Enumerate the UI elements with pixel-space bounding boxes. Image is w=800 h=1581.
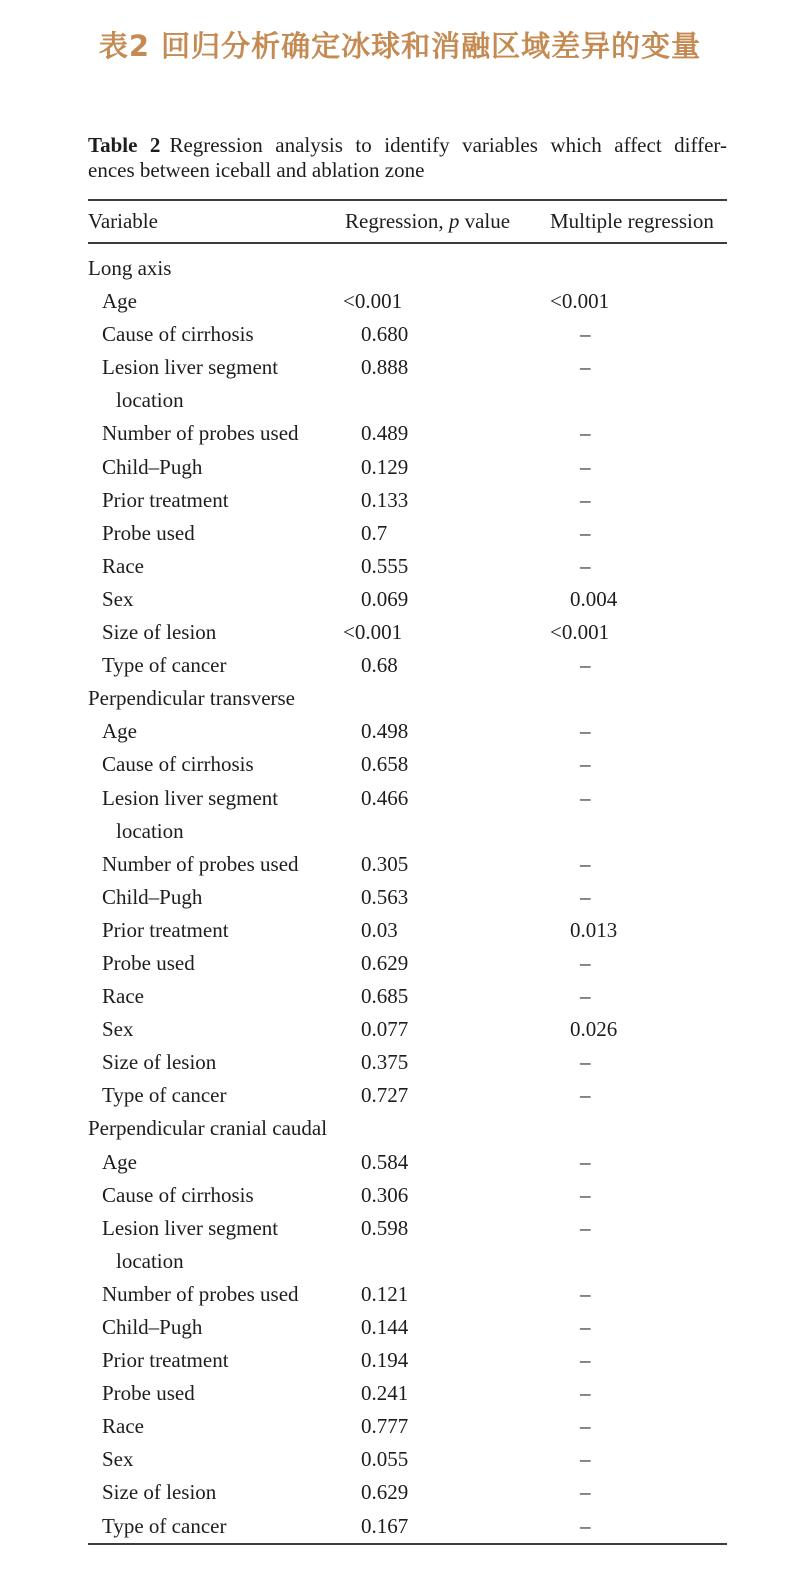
multiple-regression-value: – [580, 355, 591, 380]
multiple-regression-value: – [580, 1215, 591, 1240]
table-row [88, 1046, 727, 1079]
multiple-regression-value: – [580, 1348, 591, 1373]
regression-p-value: 0.888 [361, 355, 409, 380]
table-row [88, 715, 727, 748]
multiple-regression-value: 0.026 [570, 1017, 618, 1042]
regression-p-value: 0.727 [361, 1083, 409, 1108]
caption-text-line1: Regression analysis to identify variables which affect differ- [169, 133, 727, 157]
table-row [88, 318, 727, 351]
variable-name: Sex [102, 1447, 134, 1472]
variable-name: Child–Pugh [102, 884, 203, 909]
variable-name: Number of probes used [102, 421, 299, 446]
variable-name: Age [102, 1149, 137, 1174]
caption-table-number: Table 2 [88, 133, 161, 157]
table-row [88, 1311, 727, 1344]
variable-name: Race [102, 984, 144, 1009]
table-figure [88, 133, 727, 1563]
regression-p-value: 0.629 [361, 1480, 409, 1505]
variable-name: Cause of cirrhosis [102, 322, 254, 347]
multiple-regression-value: – [580, 984, 591, 1009]
table-row [88, 881, 727, 914]
regression-p-value: 0.077 [361, 1017, 409, 1042]
multiple-regression-value: – [580, 1182, 591, 1207]
multiple-regression-value: – [580, 653, 591, 678]
regression-header-suffix: value [459, 209, 511, 233]
regression-p-value: 0.194 [361, 1348, 409, 1373]
regression-header-prefix: Regression, [345, 209, 449, 233]
variable-name: Child–Pugh [102, 1315, 203, 1339]
variable-name-line: location [116, 818, 184, 843]
variable-name: Probe used [102, 1381, 195, 1406]
multiple-regression-value: – [580, 1513, 591, 1538]
regression-p-value: 0.563 [361, 884, 409, 909]
multiple-regression-value: – [580, 487, 591, 512]
variable-name: Cause of cirrhosis [102, 1182, 254, 1207]
multiple-regression-value: – [580, 719, 591, 744]
regression-p-value: 0.133 [361, 487, 409, 512]
regression-p-value: 0.777 [361, 1414, 409, 1439]
multiple-regression-value: – [580, 851, 591, 876]
multiple-regression-value: – [580, 1083, 591, 1108]
variable-name-line: Lesion liver segment [102, 355, 279, 380]
table-row [88, 1013, 727, 1046]
column-header-regression-p-value [345, 201, 510, 242]
column-header-variable: Variable [88, 209, 158, 233]
regression-p-value: 0.306 [361, 1182, 409, 1207]
regression-p-value: 0.069 [361, 586, 409, 611]
chinese-table-title: 表2 回归分析确定冰球和消融区域差异的变量 [98, 29, 702, 63]
table-row [88, 1510, 727, 1543]
variable-name: Size of lesion [102, 1480, 217, 1505]
regression-p-value: 0.7 [361, 520, 388, 545]
variable-name-line: location [116, 1248, 184, 1273]
section-header-row [88, 682, 727, 715]
regression-p-value: <0.001 [343, 289, 403, 314]
table-row [88, 451, 727, 484]
multiple-regression-value: – [580, 421, 591, 446]
regression-p-value: 0.129 [361, 454, 409, 479]
caption-line-1 [88, 133, 727, 158]
multiple-regression-value: <0.001 [550, 620, 610, 645]
table-row [88, 914, 727, 947]
table-row [88, 484, 727, 517]
table-row [88, 417, 727, 450]
multiple-regression-value: – [580, 1447, 591, 1472]
caption-line-2: ences between iceball and ablation zone [88, 158, 425, 182]
variable-name: Age [102, 289, 137, 314]
regression-p-value: 0.055 [361, 1447, 409, 1472]
variable-name-line: Lesion liver segment [102, 1215, 279, 1240]
section-header-row [88, 1112, 727, 1145]
multiple-regression-value: – [580, 950, 591, 975]
regression-p-value: 0.144 [361, 1315, 409, 1339]
variable-name: Prior treatment [102, 487, 229, 512]
regression-p-value: 0.680 [361, 322, 409, 347]
variable-name: Probe used [102, 520, 195, 545]
variable-name: Sex [102, 586, 134, 611]
multiple-regression-value: – [580, 752, 591, 777]
variable-name: Sex [102, 1017, 134, 1042]
regression-p-value: 0.375 [361, 1050, 409, 1075]
table-row [88, 848, 727, 881]
regression-p-value: 0.466 [361, 785, 409, 810]
table-caption [88, 133, 727, 183]
regression-p-value: 0.598 [361, 1215, 409, 1240]
table-row [88, 1146, 727, 1179]
table-header-row [88, 201, 727, 242]
table-row [88, 1344, 727, 1377]
multiple-regression-value: – [580, 1480, 591, 1505]
multiple-regression-value: – [580, 454, 591, 479]
regression-p-value: 0.121 [361, 1281, 409, 1306]
variable-name: Type of cancer [102, 1083, 227, 1108]
table-row [88, 1278, 727, 1311]
table-row [88, 748, 727, 781]
regression-p-value: 0.305 [361, 851, 409, 876]
regression-p-value: 0.629 [361, 950, 409, 975]
table-row [88, 1476, 727, 1509]
multiple-regression-value: – [580, 785, 591, 810]
table-row [88, 1079, 727, 1112]
multiple-regression-value: 0.013 [570, 917, 618, 942]
table-row [88, 649, 727, 682]
variable-name: Race [102, 553, 144, 578]
variable-name: Race [102, 1414, 144, 1439]
variable-name: Age [102, 719, 137, 744]
table-row [88, 285, 727, 318]
table-row [88, 550, 727, 583]
table-row [88, 351, 727, 417]
table-row [88, 1212, 727, 1278]
variable-name: Probe used [102, 950, 195, 975]
table-row [88, 947, 727, 980]
variable-name: Type of cancer [102, 653, 227, 678]
regression-p-value: 0.584 [361, 1149, 409, 1174]
variable-name: Number of probes used [102, 1281, 299, 1306]
multiple-regression-value: – [580, 553, 591, 578]
regression-p-value: 0.241 [361, 1381, 409, 1406]
table-row [88, 517, 727, 550]
variable-name: Size of lesion [102, 1050, 217, 1075]
multiple-regression-value: – [580, 1050, 591, 1075]
section-label: Perpendicular transverse [88, 686, 295, 711]
table-row [88, 1179, 727, 1212]
regression-header-p-italic: p [448, 209, 460, 233]
table-row [88, 1443, 727, 1476]
variable-name-line: Lesion liver segment [102, 785, 279, 810]
regression-p-value: 0.555 [361, 553, 409, 578]
variable-name: Size of lesion [102, 620, 217, 645]
variable-name: Number of probes used [102, 851, 299, 876]
table-row [88, 782, 727, 848]
table-row [88, 1410, 727, 1443]
table-row [88, 1377, 727, 1410]
variable-name: Prior treatment [102, 1348, 229, 1373]
regression-p-value: 0.498 [361, 719, 409, 744]
regression-p-value: 0.658 [361, 752, 409, 777]
section-label: Perpendicular cranial caudal [88, 1116, 328, 1141]
regression-p-value: 0.03 [361, 917, 398, 942]
multiple-regression-value: – [580, 1315, 591, 1339]
section-label: Long axis [88, 256, 172, 280]
multiple-regression-value: – [580, 520, 591, 545]
variable-name: Prior treatment [102, 917, 229, 942]
section-header-row [88, 252, 727, 285]
variable-name: Type of cancer [102, 1513, 227, 1538]
variable-name: Cause of cirrhosis [102, 752, 254, 777]
regression-p-value: 0.685 [361, 984, 409, 1009]
multiple-regression-value: – [580, 1149, 591, 1174]
column-header-multiple-regression: Multiple regression [550, 209, 714, 233]
multiple-regression-value: – [580, 884, 591, 909]
multiple-regression-value: – [580, 1414, 591, 1439]
multiple-regression-value: – [580, 1381, 591, 1406]
table-bottom-rule [88, 1543, 727, 1545]
table-row [88, 980, 727, 1013]
table-row [88, 583, 727, 616]
regression-p-value: 0.68 [361, 653, 398, 678]
variable-name-line: location [116, 388, 184, 413]
regression-p-value: 0.167 [361, 1513, 409, 1538]
multiple-regression-value: <0.001 [550, 289, 610, 314]
variable-name: Child–Pugh [102, 454, 203, 479]
regression-p-value: 0.489 [361, 421, 409, 446]
table-row [88, 616, 727, 649]
multiple-regression-value: – [580, 322, 591, 347]
regression-p-value: <0.001 [343, 620, 403, 645]
multiple-regression-value: 0.004 [570, 586, 618, 611]
multiple-regression-value: – [580, 1281, 591, 1306]
table-body [88, 244, 727, 1543]
